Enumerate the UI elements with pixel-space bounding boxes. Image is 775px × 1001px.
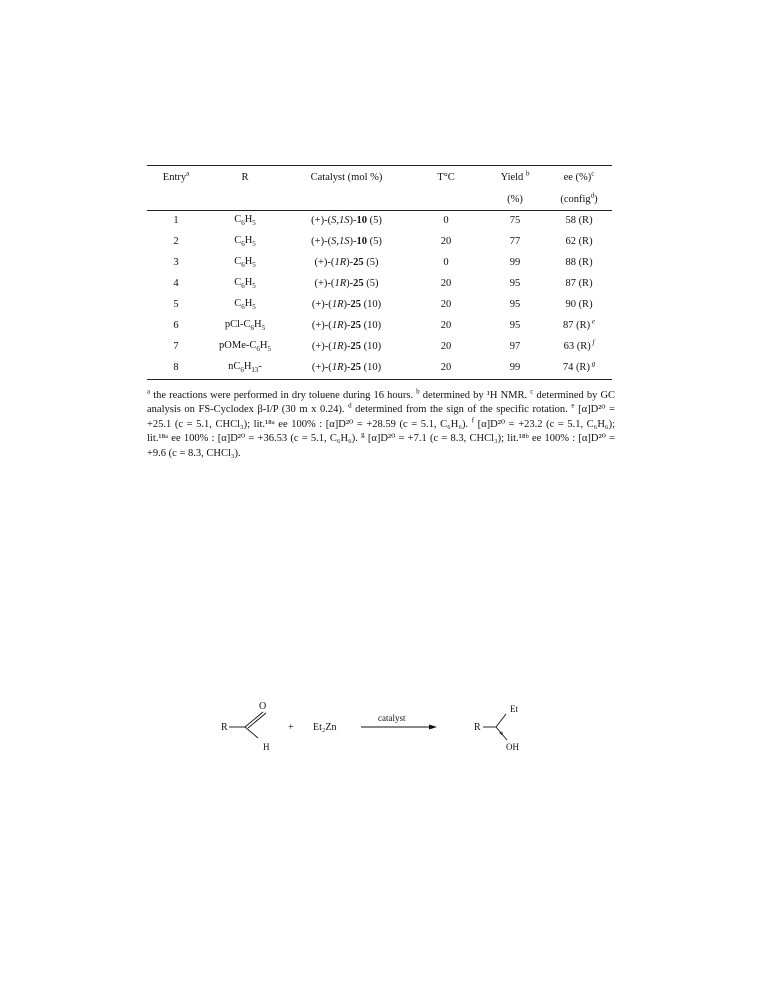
cell-r: $C_6H_5$ xyxy=(234,214,256,228)
cell-temp: 20 xyxy=(440,299,452,311)
cell-temp: 0 xyxy=(443,215,449,227)
arrow-head-icon xyxy=(429,725,437,730)
scheme-r-left: R xyxy=(221,722,228,733)
table-subheader-row xyxy=(147,190,612,211)
cell-ee: 87 (R) $^e$ xyxy=(563,317,595,332)
footnote-b: determined by ¹H NMR. xyxy=(422,390,528,401)
cell-r: $C_6H_5$ xyxy=(234,298,256,312)
header-temperature: T°C xyxy=(408,166,484,191)
cell-ee: 58 (R) xyxy=(565,215,593,227)
cell-yield: 95 xyxy=(509,320,521,332)
bond-c-et xyxy=(496,714,506,727)
cell-temp: 20 xyxy=(440,341,452,353)
footnote-d: determined from the sign of the specific rotation. xyxy=(355,404,568,416)
header-ee: ee (%)$^c$ xyxy=(546,166,612,191)
table-footnotes: $^a$ the reactions were performed in dry toluene during 16 hours. $^b$ determined by ¹H NMR. $^c$ determined by GC analysis on FS-Cyclodex β-I/P (30 m x 0.24). $^d$ determined from the sign of the specific rotation. $^e$ [α]D²⁰ = +25.1 (c = 5.1, CHCl₃); lit.¹⁸ᵃ ee 100% : [α]D²⁰ = +28.59 (c = 5.1, C₆H₆). $^f$ [α]D²⁰ = +23.2 (c = 5.1, C₆H₆); lit.¹⁸ᵃ ee 100% : [α]D²⁰ = +36.53 (c = 5.1, C₆H₆). $^g$ [α]D²⁰ = +7.1 (c = 8.3, CHCl₃); lit.¹⁸ᵇ ee 100% : [α]D²⁰ = +9.6 (c = 8.3, CHCl₃). xyxy=(147,387,616,459)
cell-catalyst: (+)-(1R)-25 (10) xyxy=(311,320,382,332)
cell-r: $C_6H_5$ xyxy=(234,277,256,291)
cell-entry: 6 xyxy=(173,320,179,332)
header-yield: Yield $^b$ xyxy=(484,166,546,191)
cell-entry: 1 xyxy=(173,215,179,227)
scheme-hydrogen: H xyxy=(263,742,270,752)
cell-ee: 88 (R) xyxy=(565,257,593,269)
header-entry: Entry$^a$ xyxy=(147,166,205,191)
cell-temp: 20 xyxy=(408,358,484,380)
table-row xyxy=(147,337,612,358)
cell-ee: 74 (R) $^g$ xyxy=(546,358,612,380)
cell-temp: 20 xyxy=(440,278,452,290)
cell-yield: 95 xyxy=(509,299,521,311)
scheme-plus: + xyxy=(288,722,294,733)
footnote-a: the reactions were performed in dry toluene during 16 hours. xyxy=(153,390,414,401)
cell-temp: 20 xyxy=(440,320,452,332)
scheme-hydroxyl: OH xyxy=(506,742,519,752)
cell-entry: 8 xyxy=(147,358,205,380)
cell-ee: 62 (R) xyxy=(565,236,593,248)
scheme-stereo-star: * xyxy=(499,730,504,740)
cell-catalyst: (+)-(1R)-25 (5) xyxy=(314,278,379,290)
cell-entry: 4 xyxy=(173,278,179,290)
cell-yield: 95 xyxy=(509,278,521,290)
cell-temp: 20 xyxy=(440,236,452,248)
cell-r: $C_6H_5$ xyxy=(234,256,256,270)
cell-r: pOMe-$C_6H_5$ xyxy=(219,340,271,354)
cell-yield: 75 xyxy=(509,215,521,227)
cell-temp: 0 xyxy=(443,257,449,269)
bond-c-h xyxy=(245,727,258,738)
table-row xyxy=(147,316,612,337)
table-row xyxy=(147,253,612,274)
cell-yield: 77 xyxy=(509,236,521,248)
cell-catalyst: (+)-(1R)-25 (10) xyxy=(311,341,382,353)
scheme-reagent: Et₂Zn xyxy=(313,722,337,733)
header-catalyst: Catalyst (mol %) xyxy=(285,166,408,191)
cell-ee: 87 (R) xyxy=(565,278,593,290)
table-row xyxy=(147,295,612,316)
cell-catalyst: (+)-(S,1S)-10 (5) xyxy=(311,215,382,227)
cell-yield: 97 xyxy=(509,341,521,353)
scheme-oxygen: O xyxy=(259,701,267,712)
cell-catalyst: (+)-(1R)-25 (10) xyxy=(285,358,408,380)
cell-yield: 99 xyxy=(484,358,546,380)
cell-r: $C_6H_5$ xyxy=(234,235,256,249)
table-row xyxy=(147,232,612,253)
scheme-ethyl: Et xyxy=(510,704,518,714)
cell-entry: 7 xyxy=(173,341,179,353)
footnote-g: [α]D²⁰ = +7.1 (c = 8.3, CHCl₃); lit.¹⁸ᵇ ee 100% : [α]D²⁰ = +9.6 (c = 8.3, CHCl₃). xyxy=(147,433,615,459)
cell-catalyst: (+)-(1R)-25 (10) xyxy=(311,299,382,311)
cell-yield: 99 xyxy=(509,257,521,269)
cell-ee: 63 (R) $^f$ xyxy=(563,338,595,353)
cell-catalyst: (+)-(S,1S)-10 (5) xyxy=(311,236,382,248)
cell-r: pCl-$C_6H_5$ xyxy=(224,319,266,333)
footnote-e: [α]D²⁰ = +25.1 (c = 5.1, CHCl₃); lit.¹⁸ᵃ ee 100% : [α]D²⁰ = +28.59 (c = 5.1, C₆H₆). xyxy=(147,404,616,430)
cell-entry: 3 xyxy=(173,257,179,269)
footnote-c: determined by GC analysis on FS-Cyclodex β-I/P (30 m x 0.24). xyxy=(147,390,616,416)
table-row xyxy=(147,358,612,380)
header-r: R xyxy=(205,166,285,191)
cell-entry: 5 xyxy=(173,299,179,311)
bond-c-o-double xyxy=(248,713,266,728)
table-row xyxy=(147,211,612,233)
results-table-container xyxy=(147,165,612,380)
scheme-arrow-label: catalyst xyxy=(378,713,406,723)
cell-entry: 2 xyxy=(173,236,179,248)
bond-c-o xyxy=(245,712,263,727)
table-header-row xyxy=(147,166,612,191)
cell-r: $nC_6H_{13}-$ xyxy=(205,358,285,380)
results-table xyxy=(147,165,612,380)
reaction-scheme xyxy=(215,695,555,765)
header-config: (config$^d$) xyxy=(546,190,612,211)
table-row xyxy=(147,274,612,295)
cell-catalyst: (+)-(1R)-25 (5) xyxy=(314,257,379,269)
footnote-f: [α]D²⁰ = +23.2 (c = 5.1, C₆H₆); lit.¹⁸ᵃ ee 100% : [α]D²⁰ = +36.53 (c = 5.1, C₆H₆). xyxy=(147,418,616,445)
cell-ee: 90 (R) xyxy=(565,299,593,311)
header-yield-unit: (%) xyxy=(484,190,546,211)
scheme-r-right: R xyxy=(474,722,481,733)
